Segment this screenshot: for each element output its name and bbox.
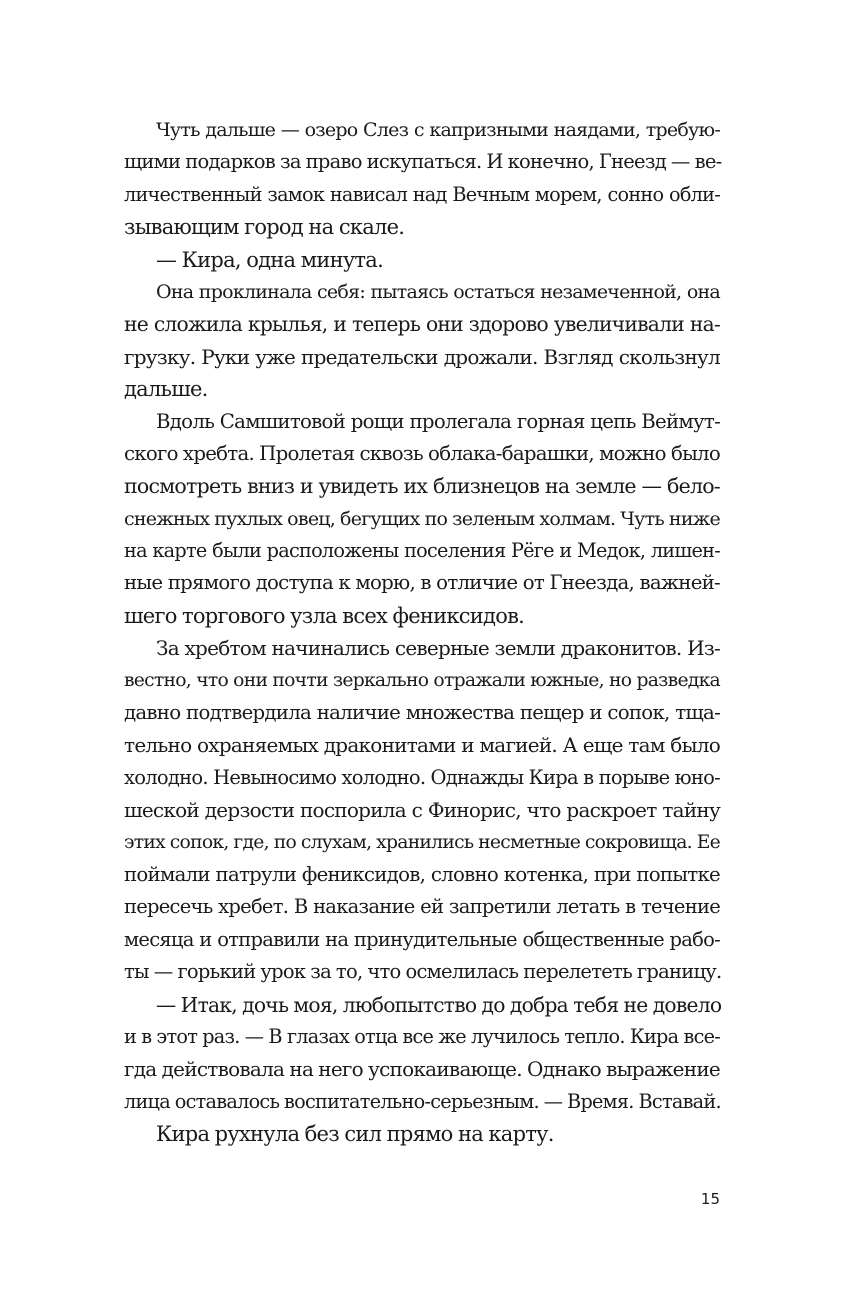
page-number: 15 [700,1190,720,1208]
text-line: посмотреть вниз и увидеть их близнецов на земле — бело- [124,474,720,499]
text-line: ского хребта. Пролетая сквозь облака-барашки, можно было [124,441,720,465]
text-line: ные прямого доступа к морю, в отличие от Гнеезда, важней- [124,571,720,595]
text-line: Чуть дальше — озеро Слез с капризными наядами, требую- [156,119,720,141]
text-line: грузку. Руки уже предательски дрожали. Взгляд скользнул [124,344,720,369]
paragraph-5 [124,632,720,988]
text-line: и в этот раз. — В глазах отца все же лучилось тепло. Кира все- [124,1024,720,1048]
text-line: шеской дерзости поспорила с Финорис, что раскроет тайну [124,798,720,823]
text-line: давно подтвердила наличие множества пещер и сопок, тща- [124,701,720,725]
text-line: За хребтом начинались северные земли драконитов. Из- [156,636,720,661]
text-line: — Итак, дочь моя, любопытство до добра тебя не довело [156,992,722,1017]
text-line: гда действовала на него успокаивающе. Однако выражение [124,1057,720,1082]
text-line: шего торгового узла всех фениксидов. [124,603,525,628]
text-line: тельно охраняемых драконитами и магией. А еще там было [124,733,720,758]
text-line: лица оставалось воспитательно-серьезным. — Время. Вставай. [124,1089,721,1113]
paragraph-3 [124,276,720,406]
text-line: — Кира, одна минута. [156,247,383,272]
paragraph-6 [124,989,720,1119]
text-line: этих сопок, где, по слухам, хранились несметные сокровища. Ее [124,831,720,853]
text-line: Вдоль Самшитовой рощи пролегала горная цепь Веймут- [156,409,720,433]
text-line: Кира рухнула без сил прямо на карту. [156,1122,554,1147]
text-line: щими подарков за право искупаться. И конечно, Гнеезд — ве- [124,150,722,174]
text-line: Она проклинала себя: пытаясь остаться незамеченной, она [156,280,720,303]
paragraph-1 [124,114,720,244]
text-line: не сложила крылья, и теперь они здорово увеличивали на- [124,312,720,337]
text-line: холодно. Невыносимо холодно. Однажды Кира в порыве юно- [124,765,720,789]
body-text [124,114,720,1151]
text-line: пересечь хребет. В наказание ей запретили летать в течение [124,895,720,919]
paragraph-4 [124,406,720,633]
text-line: снежных пухлых овец, бегущих по зеленым холмам. Чуть ниже [124,507,720,530]
text-line: поймали патрули фениксидов, словно котенка, при попытке [124,862,720,886]
text-line: вестно, что они почти зеркально отражали южные, но разведка [124,669,720,691]
paragraph-7 [124,1118,720,1150]
text-line: дальше. [124,377,208,402]
text-line: личественный замок нависал над Вечным морем, сонно обли- [124,182,720,206]
text-line: ты — горький урок за то, что осмелилась перелететь границу. [124,960,722,984]
paragraph-2 [124,244,720,276]
text-line: на карте были расположены поселения Рёге и Медок, лишен- [124,539,720,563]
text-line: зывающим город на скале. [124,215,405,240]
text-line: месяца и отправили на принудительные общественные рабо- [124,927,720,951]
